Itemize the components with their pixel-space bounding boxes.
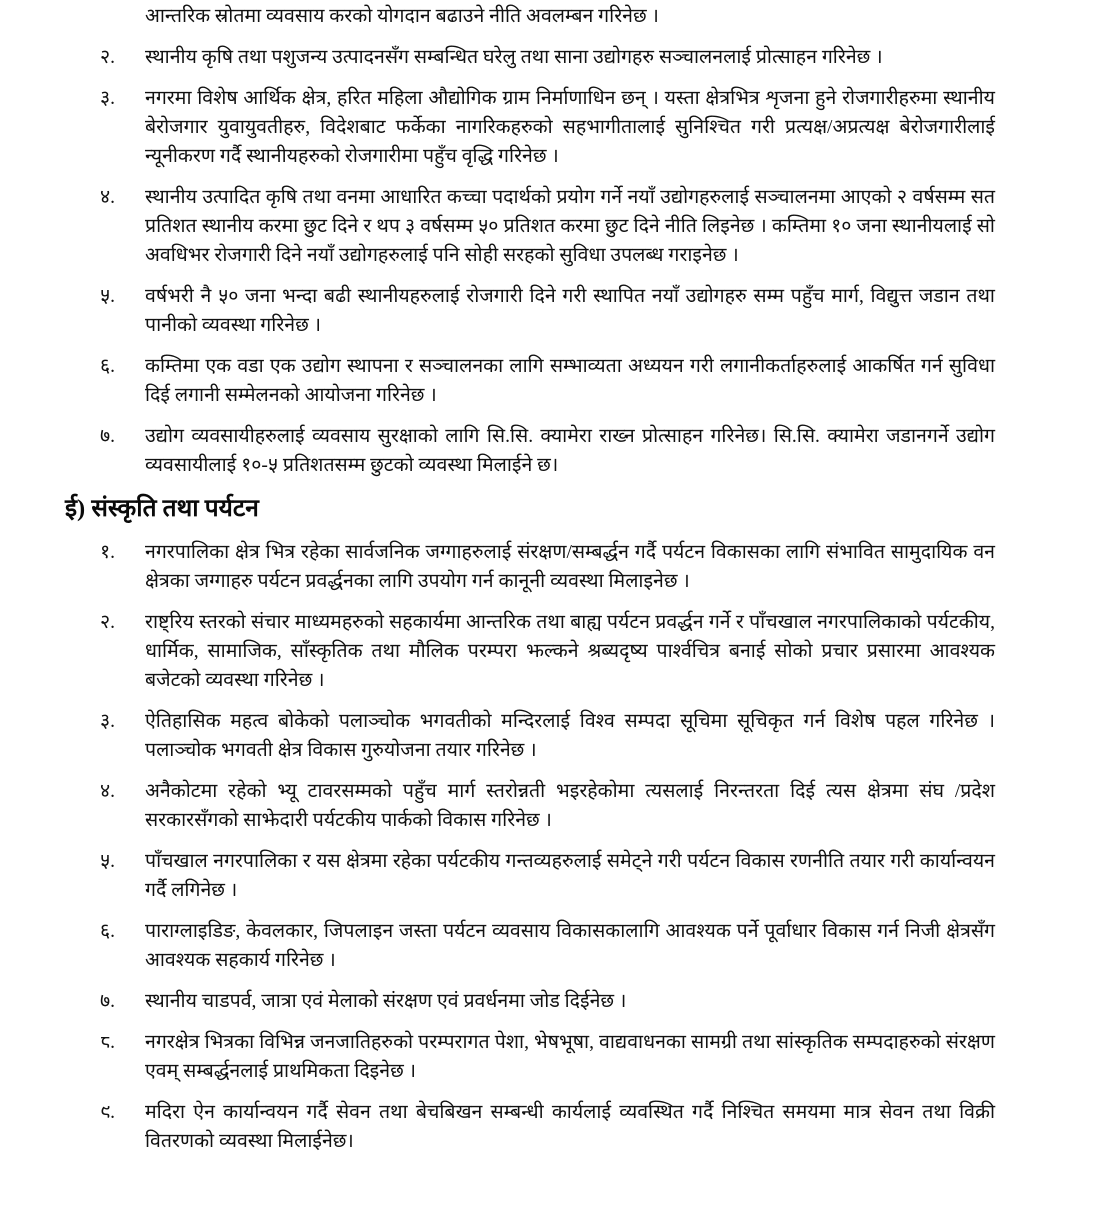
culture-tourism-policy-list <box>100 538 995 1156</box>
item-number: ६. <box>100 356 116 377</box>
list-item <box>100 422 995 480</box>
paragraph-continuation-line: आन्तरिक स्रोतमा व्यवसाय करको योगदान बढाउने नीति अवलम्बन गरिनेछ । <box>145 6 659 27</box>
item-text: उद्योग व्यवसायीहरुलाई व्यवसाय सुरक्षाको लागि सि.सि. क्यामेरा राख्न प्रोत्साहन गरिनेछ। सि.सि. क्यामेरा जडानगर्ने उद्योग व्यवसायीलाई १०-५ प्रतिशतसम्म छुटको व्यवस्था मिलाईने छ। <box>145 426 995 476</box>
item-number: ७. <box>100 426 116 447</box>
item-text: ऐतिहासिक महत्व बोकेको पलाञ्चोक भगवतीको मन्दिरलाई विश्व सम्पदा सूचिमा सूचिकृत गर्न विशेष पहल गरिनेछ । पलाञ्चोक भगवती क्षेत्र विकास गुरुयोजना तयार गरिनेछ । <box>145 711 995 761</box>
item-text: मदिरा ऐन कार्यान्वयन गर्दै सेवन तथा बेचबिखन सम्बन्धी कार्यलाई व्यवस्थित गर्दै निश्चित समयमा मात्र सेवन तथा विक्री वितरणको व्यवस्था मिलाईनेछ। <box>145 1102 995 1152</box>
item-text: स्थानीय उत्पादित कृषि तथा वनमा आधारित कच्चा पदार्थको प्रयोग गर्ने नयाँ उद्योगहरुलाई सञ्चालनमा आएको २ वर्षसम्म सत प्रतिशत स्थानीय करमा छुट दिने र थप ३ वर्षसम्म ५० प्रतिशत करमा छुट दिने नीति लिइनेछ । कम्तिमा १० जना स्थानीयलाई सो अवधिभर रोजगारी दिने नयाँ उद्योगहरुलाई पनि सोही सरहको सुविधा उपलब्ध गराइनेछ । <box>145 187 995 266</box>
item-text: नगरक्षेत्र भित्रका विभिन्न जनजातिहरुको परम्परागत पेशा, भेषभूषा, वाद्यवाधनका सामग्री तथा सांस्कृतिक सम्पदाहरुको संरक्षण एवम् सम्बर्द्धनलाई प्राथमिकता दिइनेछ । <box>145 1032 995 1082</box>
list-item <box>100 43 995 72</box>
item-number: ३. <box>100 88 116 109</box>
list-item <box>100 1028 995 1086</box>
item-text: नगरमा विशेष आर्थिक क्षेत्र, हरित महिला औद्योगिक ग्राम निर्माणाधिन छन् । यस्ता क्षेत्रभित्र शृजना हुने रोजगारीहरुमा स्थानीय बेरोजगार युवायुवतीहरु, विदेशबाट फर्केका नागरिकहरुको सहभागीतालाई सुनिश्चित गरी प्रत्यक्ष/अप्रत्यक्ष बेरोजगारीलाई न्यूनीकरण गर्दै स्थानीयहरुको रोजगारीमा पहुँच वृद्धि गरिनेछ । <box>145 88 995 167</box>
item-number: ४. <box>100 187 116 208</box>
item-text: पाराग्लाइडिङ, केवलकार, जिपलाइन जस्ता पर्यटन व्यवसाय विकासकालागि आवश्यक पर्ने पूर्वाधार विकास गर्न निजी क्षेत्रसँग आवश्यक सहकार्य गरिनेछ । <box>145 921 995 971</box>
item-number: ९. <box>100 1102 116 1123</box>
list-item <box>100 84 995 171</box>
item-text: अनैकोटमा रहेको भ्यू टावरसम्मको पहुँच मार्ग स्तरोन्नती भइरहेकोमा त्यसलाई निरन्तरता दिई त्यस क्षेत्रमा संघ /प्रदेश सरकारसँगको साझेदारी पर्यटकीय पार्कको विकास गरिनेछ । <box>145 781 995 831</box>
list-item <box>100 282 995 340</box>
list-item <box>100 183 995 270</box>
item-text: नगरपालिका क्षेत्र भित्र रहेका सार्वजनिक जग्गाहरुलाई संरक्षण/सम्बर्द्धन गर्दै पर्यटन विकासका लागि संभावित सामुदायिक वन क्षेत्रका जग्गाहरु पर्यटन प्रवर्द्धनका लागि उपयोग गर्न कानूनी व्यवस्था मिलाइनेछ । <box>145 542 995 592</box>
list-item <box>100 917 995 975</box>
list-item <box>100 538 995 596</box>
section-heading-culture-tourism: ई) संस्कृति तथा पर्यटन <box>65 495 259 522</box>
item-text: स्थानीय कृषि तथा पशुजन्य उत्पादनसँग सम्बन्धित घरेलु तथा साना उद्योगहरु सञ्चालनलाई प्रोत्साहन गरिनेछ । <box>145 47 883 68</box>
item-text: पाँचखाल नगरपालिका र यस क्षेत्रमा रहेका पर्यटकीय गन्तव्यहरुलाई समेट्ने गरी पर्यटन विकास रणनीति तयार गरी कार्यान्वयन गर्दै लगिनेछ । <box>145 851 995 901</box>
list-item <box>100 987 995 1016</box>
list-item <box>100 707 995 765</box>
list-item <box>100 777 995 835</box>
list-item <box>100 352 995 410</box>
list-item <box>100 1098 995 1156</box>
list-item <box>100 608 995 695</box>
item-number: १. <box>100 542 116 563</box>
item-number: ५. <box>100 286 116 307</box>
industry-policy-list <box>100 43 995 480</box>
item-number: ५. <box>100 851 116 872</box>
item-number: ३. <box>100 711 116 732</box>
item-number: ८. <box>100 1032 116 1053</box>
item-text: स्थानीय चाडपर्व, जात्रा एवं मेलाको संरक्षण एवं प्रवर्धनमा जोड दिईनेछ । <box>145 991 627 1012</box>
item-number: २. <box>100 612 116 633</box>
item-text: राष्ट्रिय स्तरको संचार माध्यमहरुको सहकार्यमा आन्तरिक तथा बाह्य पर्यटन प्रवर्द्धन गर्ने र पाँचखाल नगरपालिकाको पर्यटकीय, धार्मिक, सामाजिक, साँस्कृतिक तथा मौलिक परम्परा झल्कने श्रब्यदृष्य पार्श्वचित्र बनाई सोको प्रचार प्रसारमा आवश्यक बजेटको व्यवस्था गरिनेछ । <box>145 612 995 691</box>
item-text: कम्तिमा एक वडा एक उद्योग स्थापना र सञ्चालनका लागि सम्भाव्यता अध्ययन गरी लगानीकर्ताहरुलाई आकर्षित गर्न सुविधा दिई लगानी सम्मेलनको आयोजना गरिनेछ । <box>145 356 995 406</box>
item-text: वर्षभरी नै ५० जना भन्दा बढी स्थानीयहरुलाई रोजगारी दिने गरी स्थापित नयाँ उद्योगहरु सम्म पहुँच मार्ग, विद्युत्त जडान तथा पानीको व्यवस्था गरिनेछ । <box>145 286 995 336</box>
item-number: २. <box>100 47 116 68</box>
item-number: ४. <box>100 781 116 802</box>
list-item <box>100 847 995 905</box>
item-number: ६. <box>100 921 116 942</box>
item-number: ७. <box>100 991 116 1012</box>
